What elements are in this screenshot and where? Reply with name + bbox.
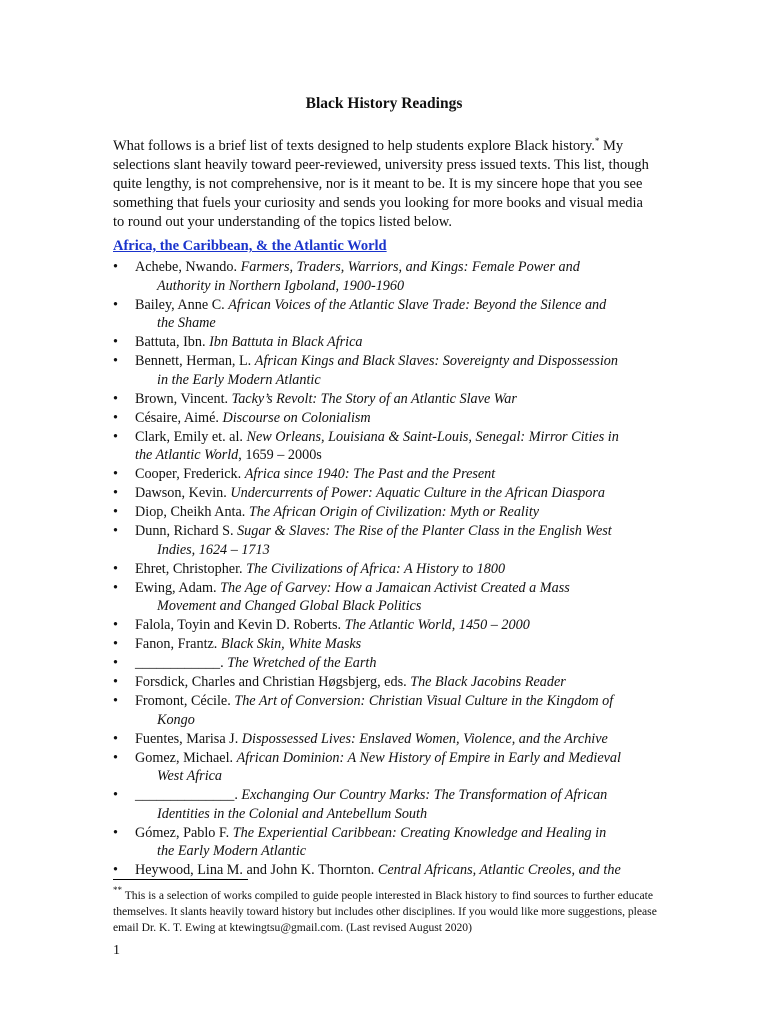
list-item (113, 428, 653, 465)
entry-author: Forsdick, Charles and Christian Høgsbjerg, eds. (135, 674, 411, 690)
list-item (113, 616, 653, 635)
entry-title: Sugar & Slaves: The Rise of the Planter Class in the English West (237, 523, 612, 539)
entry-author: Césaire, Aimé. (135, 409, 223, 426)
intro-paragraph (113, 132, 653, 232)
bullet-icon: • (113, 409, 118, 426)
bullet-icon: • (113, 560, 118, 577)
entry-author: Fuentes, Marisa J. (135, 730, 242, 747)
bullet-icon: • (113, 730, 118, 747)
entry-title: The Black Jacobins Reader (410, 674, 566, 690)
entry-author: Heywood, Lina M. and John K. Thornton. (135, 862, 378, 878)
entry-title: The Age of Garvey: How a Jamaican Activist Created a Mass (220, 579, 570, 596)
bullet-icon: • (113, 617, 118, 633)
footnote-marker-bottom: ** (113, 885, 122, 895)
entry-title: Exchanging Our Country Marks: The Transformation of African (241, 787, 608, 803)
bullet-icon: • (113, 862, 118, 878)
bullet-icon: • (113, 466, 118, 482)
entry-author: Bailey, Anne C. (135, 296, 229, 313)
list-item (113, 730, 653, 749)
footnote-separator (113, 879, 248, 880)
entry-title: Farmers, Traders, Warriors, and Kings: Female Power and (240, 259, 580, 275)
list-item (113, 409, 653, 428)
entry-author: Cooper, Frederick. (135, 466, 245, 482)
footnote-marker[interactable]: * (594, 136, 600, 146)
bullet-icon: • (113, 693, 118, 709)
list-item (113, 390, 653, 409)
list-item (113, 654, 653, 673)
entry-title: The Civilizations of Africa: A History to 1800 (246, 560, 506, 577)
intro-text-a: What follows is a brief list of texts designed to help students explore Black history. (113, 138, 595, 154)
entry-author: Fromont, Cécile. (135, 693, 235, 709)
entry-continuation (135, 371, 653, 390)
entry-title: The African Origin of Civilization: Myth or Reality (248, 504, 540, 520)
list-item (113, 503, 653, 522)
entry-author: Clark, Emily et. al. (135, 428, 247, 445)
list-item (113, 673, 653, 692)
entry-author: ____________. (135, 655, 228, 671)
bullet-icon: • (113, 787, 118, 803)
entry-continuation (135, 767, 653, 786)
bullet-icon: • (113, 749, 118, 766)
entry-title: Black Skin, White Masks (220, 636, 362, 652)
entry-title-continued: Kongo (157, 711, 195, 728)
entry-title-continued: the Early Modern Atlantic (157, 843, 307, 859)
entry-author: Ehret, Christopher. (135, 560, 247, 577)
list-item (113, 522, 653, 559)
entry-author: Dunn, Richard S. (135, 523, 238, 539)
entry-continuation (135, 805, 653, 824)
bullet-icon: • (113, 296, 118, 313)
bullet-icon: • (113, 485, 118, 501)
entry-continuation (135, 314, 653, 333)
list-item (113, 296, 653, 333)
entry-continuation (135, 711, 653, 730)
entry-title: The Atlantic World, 1450 – 2000 (344, 617, 530, 633)
page-number: 1 (113, 943, 120, 958)
bullet-icon: • (113, 334, 118, 350)
bullet-icon: • (113, 636, 118, 652)
entry-continuation (135, 597, 653, 616)
bullet-icon: • (113, 824, 118, 841)
list-item (113, 465, 653, 484)
reading-list (113, 258, 653, 880)
entry-author: Diop, Cheikh Anta. (135, 504, 249, 520)
entry-author: Fanon, Frantz. (135, 636, 221, 652)
entry-author: Bennett, Herman, L. (135, 353, 255, 369)
entry-author: ______________. (135, 787, 242, 803)
list-item (113, 824, 653, 861)
list-item (113, 352, 653, 389)
entry-author: Falola, Toyin and Kevin D. Roberts. (135, 617, 345, 633)
entry-title: Discourse on Colonialism (222, 409, 371, 426)
entry-title: Africa since 1940: The Past and the Present (244, 466, 496, 482)
entry-author: Dawson, Kevin. (135, 485, 231, 501)
entry-author: Battuta, Ibn. (135, 334, 210, 350)
entry-title: African Voices of the Atlantic Slave Trade: Beyond the Silence and (228, 296, 607, 313)
entry-author: Ewing, Adam. (135, 579, 221, 596)
list-item (113, 861, 653, 880)
entry-title-continued: Indies, 1624 – 1713 (157, 541, 270, 558)
list-item (113, 484, 653, 503)
entry-title-continued: Identities in the Colonial and Antebellum South (157, 805, 428, 822)
entry-title-continued: the Shame (157, 315, 216, 331)
list-item (113, 635, 653, 654)
entry-title: Dispossessed Lives: Enslaved Women, Violence, and the Archive (241, 730, 608, 747)
entry-date-range: , 1659 – 2000s (238, 447, 322, 463)
list-item (113, 786, 653, 823)
entry-continuation (135, 541, 653, 560)
entry-author: Achebe, Nwando. (135, 259, 241, 275)
bullet-icon: • (113, 259, 118, 275)
entry-title-continued: the Atlantic World (135, 447, 239, 463)
bullet-icon: • (113, 353, 118, 369)
bullet-icon: • (113, 655, 118, 671)
list-item (113, 333, 653, 352)
footnote-text: This is a selection of works compiled to guide people interested in Black history to find sources to further educate themselves. It slants heavily toward history but includes other disciplines. If you would like more suggestions, please email Dr. K. T. Ewing at ktewingtsu@gmail.com. (Last revised August 2020) (113, 889, 657, 934)
list-item (113, 749, 653, 786)
list-item (113, 258, 653, 295)
entry-title: The Art of Conversion: Christian Visual Culture in the Kingdom of (234, 693, 614, 709)
entry-author: Brown, Vincent. (135, 390, 232, 407)
list-item (113, 560, 653, 579)
entry-author: Gomez, Michael. (135, 749, 237, 766)
footnote (113, 882, 658, 936)
entry-title: New Orleans, Louisiana & Saint-Louis, Senegal: Mirror Cities in (246, 428, 619, 445)
entry-author: Gómez, Pablo F. (135, 824, 233, 841)
list-item (113, 579, 653, 616)
entry-title: Central Africans, Atlantic Creoles, and the (377, 862, 621, 878)
entry-title: Undercurrents of Power: Aquatic Culture in the African Diaspora (230, 485, 605, 501)
bullet-icon: • (113, 428, 118, 445)
entry-title: African Kings and Black Slaves: Sovereignty and Dispossession (254, 353, 618, 369)
entry-title: Ibn Battuta in Black Africa (209, 334, 363, 350)
bullet-icon: • (113, 523, 118, 539)
bullet-icon: • (113, 579, 118, 596)
entry-title-continued: West Africa (157, 768, 223, 784)
bullet-icon: • (113, 674, 118, 690)
bullet-icon: • (113, 504, 118, 520)
list-item (113, 692, 653, 729)
entry-title: The Wretched of the Earth (227, 655, 377, 671)
entry-title-continued: in the Early Modern Atlantic (157, 371, 321, 388)
entry-title-continued: Movement and Changed Global Black Politics (157, 598, 422, 614)
entry-title: African Dominion: A New History of Empire in Early and Medieval (236, 749, 621, 766)
intro-text-b: My selections slant heavily toward peer-reviewed, university press issued texts. This list, though quite lengthy, is not comprehensive, nor is it meant to be. It is my sincere hope that you see something that fuels your curiosity and sends you looking for more books and visual media to round out your understanding of the topics listed below. (113, 138, 649, 230)
entry-continuation (135, 446, 653, 465)
entry-title: The Experiential Caribbean: Creating Knowledge and Healing in (232, 824, 607, 841)
page-title: Black History Readings (305, 95, 463, 112)
section-heading-africa-caribbean-atlantic[interactable]: Africa, the Caribbean, & the Atlantic World (113, 238, 387, 254)
bullet-icon: • (113, 390, 118, 407)
entry-continuation (135, 842, 653, 861)
entry-title: Tacky’s Revolt: The Story of an Atlantic Slave War (231, 390, 517, 407)
entry-title-continued: Authority in Northern Igboland, 1900-1960 (157, 277, 405, 294)
entry-continuation (135, 277, 653, 296)
